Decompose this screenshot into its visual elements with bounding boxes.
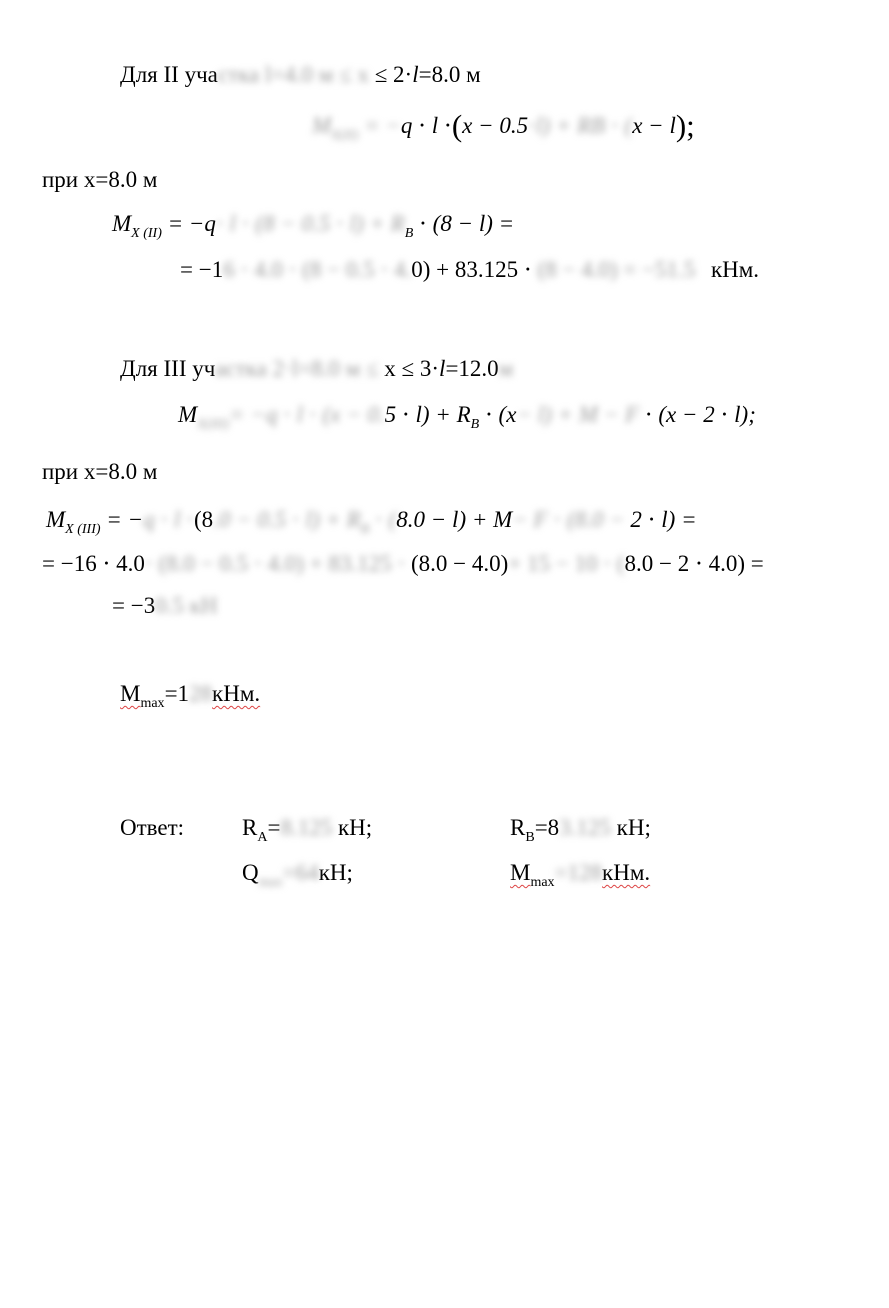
subscript: B — [525, 830, 535, 845]
variable-l: l — [439, 356, 446, 381]
formula-text: R — [510, 815, 526, 840]
formula-text: = — [534, 815, 548, 840]
formula-text: = — [267, 815, 281, 840]
section-2-formula — [312, 110, 695, 143]
answer-qmax — [242, 861, 353, 890]
blurred-value: 8.125 — [280, 815, 333, 840]
formula-text: x − l — [632, 113, 676, 138]
blurred-formula: + 15 − 10 ⋅ ( — [508, 551, 625, 576]
formula-text: M — [46, 507, 66, 532]
formula-text: q ⋅ l ⋅ — [400, 113, 452, 138]
paren: ( — [451, 108, 463, 143]
subscript: X (III) — [65, 522, 101, 537]
section-3-calc-3 — [112, 594, 218, 617]
unit: кНм. — [710, 257, 760, 282]
blurred-formula: $M_{X(II)}$ = − — [312, 113, 401, 143]
answer-ra — [242, 816, 372, 845]
formula-text: = −3 — [112, 593, 156, 618]
formula-text: 8.0 − 2 ⋅ 4.0) = — [624, 551, 764, 576]
formula-text: = −q — [161, 211, 216, 236]
section-2-calc-1 — [112, 212, 514, 241]
blurred-formula: − F ⋅ (8.0 − — [512, 507, 625, 532]
blurred-formula: = −q ⋅ l ⋅ (x − 0. — [229, 402, 385, 427]
unit: кН; — [610, 815, 651, 840]
subscript: B — [404, 226, 414, 241]
blurred-value: 28 — [189, 681, 213, 706]
subscript: max — [258, 875, 283, 890]
blurred-formula: − l) + M − F — [516, 402, 640, 427]
answer-mmax — [510, 861, 650, 890]
blurred-formula: q ⋅ l ⋅ — [143, 507, 194, 532]
blurred-text: астка 2·l=8.0 м ≤ — [215, 356, 379, 381]
formula-text: = − — [100, 507, 144, 532]
blurred-formula: ⋅ l ⋅ (8 − 0.5 ⋅ l) + R — [215, 211, 405, 236]
formula-text: ⋅ (x − 2 ⋅ l); — [639, 402, 756, 427]
unit: кНм. — [602, 860, 651, 885]
unit: кН; — [318, 860, 353, 885]
section-2-heading — [120, 63, 481, 86]
blurred-formula: ⋅ (8.0 − 0.5 ⋅ 4.0) + 83.125 ⋅ — [144, 551, 406, 576]
heading-text: x ≤ 3· — [378, 356, 440, 381]
unit: кН; — [332, 815, 373, 840]
formula-text: ⋅ (x — [479, 402, 517, 427]
blurred-formula: (8 − 4.0) = −51.5 — [537, 257, 696, 282]
blurred-formula: $.0 - 0.5 \cdot l) + R_B$ ⋅ ( — [213, 507, 397, 537]
section-3-formula — [178, 403, 756, 432]
variable-l: l — [412, 62, 419, 87]
paren: ); — [675, 108, 695, 143]
heading-text: =12.0 — [445, 356, 499, 381]
heading-text: Для III уч — [120, 356, 216, 381]
m-max-line — [120, 682, 260, 711]
formula-text: R — [242, 815, 258, 840]
formula-text: (8.0 − 4.0) — [405, 551, 509, 576]
formula-text: 0) + 83.125 ⋅ — [411, 257, 532, 282]
heading-text: =8.0 м — [418, 62, 481, 87]
subscript: X(III) — [197, 417, 230, 432]
blurred-text: м — [498, 356, 514, 381]
formula-text: M — [112, 211, 132, 236]
formula-text: (8 — [193, 507, 214, 532]
section-2-calc-2 — [180, 258, 759, 281]
section-3-calc-2 — [42, 552, 764, 575]
blurred-text: стка l=4.0 м ≤ x — [217, 62, 369, 87]
formula-text: = −1 — [180, 257, 224, 282]
formula-text: =1 — [164, 681, 190, 706]
at-x-label: при x=8.0 м — [42, 167, 158, 192]
unit: кНм. — [212, 681, 261, 706]
blurred-value: =128 — [554, 860, 603, 885]
formula-text: 8.0 − l) + M — [396, 507, 513, 532]
m-max-symbol: $M_{max}$ — [120, 681, 165, 711]
at-x-label: при x=8.0 м — [42, 459, 158, 484]
m-max-symbol: $M_{max}$ — [510, 860, 555, 890]
heading-text: Для II уча — [120, 62, 218, 87]
blurred-formula: 6 ⋅ 4.0 ⋅ (8 − 0.5 ⋅ 4. — [223, 257, 412, 282]
subscript: B — [470, 417, 480, 432]
formula-text: 2 ⋅ l) = — [624, 507, 697, 532]
blurred-formula: 0.5 кН — [155, 593, 218, 618]
formula-text: 8 — [547, 815, 560, 840]
subscript: A — [257, 830, 268, 845]
section-3-calc-1 — [46, 508, 697, 537]
blurred-formula: ⋅l) + RB ⋅ ( — [528, 113, 633, 138]
answer-rb — [510, 816, 651, 845]
heading-text: ≤ 2· — [368, 62, 413, 87]
formula-text: 5 ⋅ l) + R — [384, 402, 471, 427]
section-3-heading — [120, 357, 513, 380]
formula-text: x − 0.5 — [462, 113, 529, 138]
formula-text: = −16 ⋅ 4.0 — [42, 551, 145, 576]
blurred-value: 3.125 — [559, 815, 611, 840]
formula-text: Q — [242, 860, 259, 885]
blurred-value: =64 — [282, 860, 319, 885]
answer-label: Ответ: — [120, 815, 185, 840]
subscript: X (II) — [131, 226, 162, 241]
formula-text: ⋅ (8 − l) = — [413, 211, 515, 236]
formula-text: M — [178, 402, 198, 427]
